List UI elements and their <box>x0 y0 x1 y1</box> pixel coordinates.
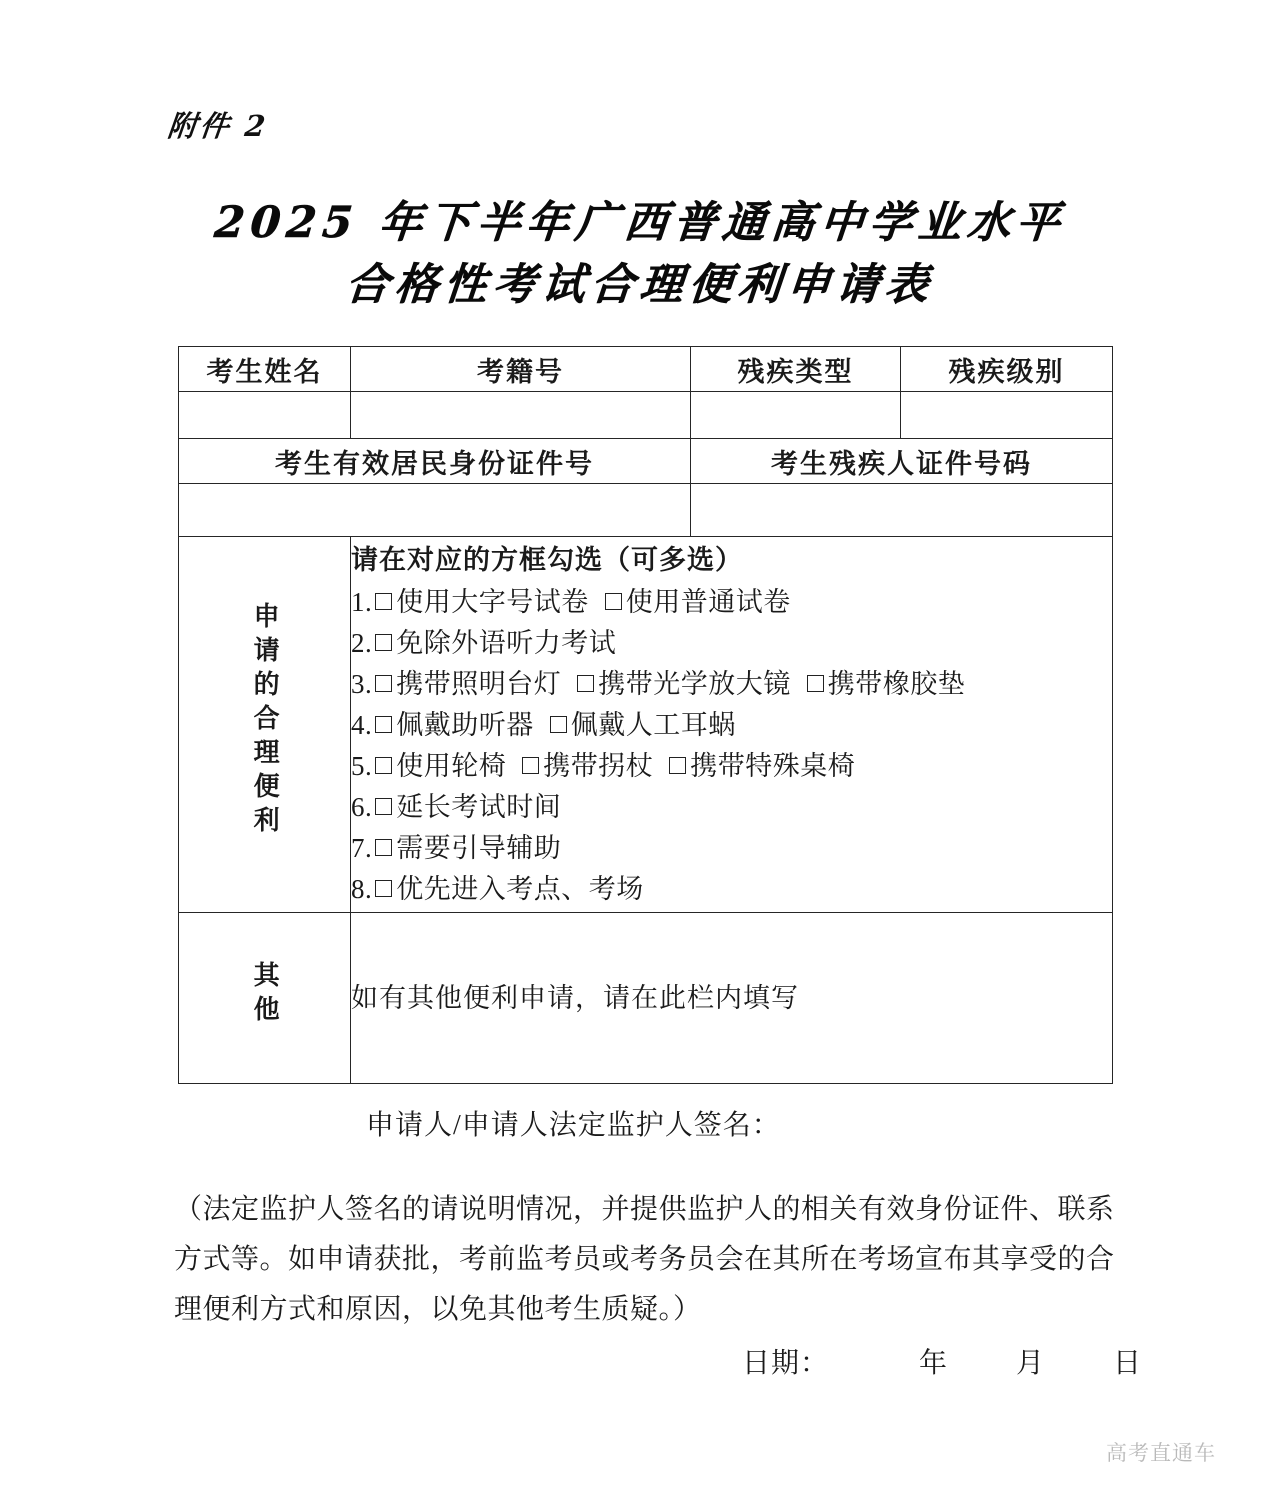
checkbox-icon[interactable] <box>375 593 392 610</box>
table-row-headers-1 <box>179 347 1113 392</box>
checklist-item <box>351 664 1112 705</box>
date-label: 日期： <box>742 1348 830 1379</box>
checklist-item <box>351 746 1112 787</box>
table-row-accommodations <box>179 537 1113 913</box>
label-other <box>179 913 351 1084</box>
checklist-item-number: 4. <box>351 709 373 740</box>
checkbox-label[interactable]: 免除外语听力考试 <box>396 627 617 658</box>
field-disability-cert-no[interactable] <box>691 484 1113 537</box>
checkbox-icon[interactable] <box>375 880 392 897</box>
other-hint-text: 如有其他便利申请，请在此栏内填写 <box>351 983 799 1013</box>
checkbox-icon[interactable] <box>577 675 594 692</box>
checkbox-icon[interactable] <box>807 675 824 692</box>
watermark: 高考直通车 <box>1106 1442 1216 1465</box>
header-disability-cert-no: 考生残疾人证件号码 <box>691 439 1113 484</box>
label-accommodations-text: 申请的合理便利 <box>250 602 280 840</box>
checkbox-label[interactable]: 使用轮椅 <box>396 750 507 781</box>
date-day-unit: 日 <box>1113 1348 1143 1379</box>
header-disability-type: 残疾类型 <box>691 347 901 392</box>
checkbox-icon[interactable] <box>375 634 392 651</box>
signature-label: 申请人/申请人法定监护人签名： <box>366 1110 781 1141</box>
checkbox-icon[interactable] <box>669 757 686 774</box>
table-row-other <box>179 913 1113 1084</box>
checklist-item-number: 2. <box>351 627 373 658</box>
field-disability-type[interactable] <box>691 392 901 439</box>
checklist-item-number: 8. <box>351 873 373 904</box>
checkbox-label[interactable]: 佩戴助听器 <box>396 709 534 740</box>
application-form-table <box>178 346 1113 1084</box>
checkbox-icon[interactable] <box>522 757 539 774</box>
accommodations-checklist <box>351 537 1113 913</box>
header-id-card-no: 考生有效居民身份证件号 <box>179 439 691 484</box>
field-id-card-no[interactable] <box>179 484 691 537</box>
checkbox-icon[interactable] <box>375 757 392 774</box>
checkbox-icon[interactable] <box>375 675 392 692</box>
header-candidate-name: 考生姓名 <box>179 347 351 392</box>
attachment-label: 附件 2 <box>166 109 270 143</box>
table-row-values-2 <box>179 484 1113 537</box>
checklist-item-number: 1. <box>351 586 373 617</box>
checkbox-label[interactable]: 使用普通试卷 <box>625 586 791 617</box>
field-exam-registration-no[interactable] <box>351 392 691 439</box>
date-line <box>742 1341 1142 1381</box>
header-disability-level: 残疾级别 <box>901 347 1113 392</box>
checklist-item-number: 6. <box>351 791 373 822</box>
checkbox-icon[interactable] <box>375 716 392 733</box>
checkbox-icon[interactable] <box>375 798 392 815</box>
checklist-item <box>351 582 1112 623</box>
checkbox-label[interactable]: 使用大字号试卷 <box>396 586 589 617</box>
checklist-item-number: 3. <box>351 668 373 699</box>
checkbox-label[interactable]: 携带橡胶垫 <box>827 668 966 699</box>
title-line-1: 2025 年下半年广西普通高中学业水平 <box>212 198 1068 248</box>
checkbox-icon[interactable] <box>605 593 622 610</box>
title-line-2: 合格性考试合理便利申请表 <box>343 260 937 310</box>
checklist-item-number: 5. <box>351 750 373 781</box>
date-month-unit: 月 <box>1016 1348 1046 1379</box>
checkbox-label[interactable]: 需要引导辅助 <box>396 832 562 863</box>
checkbox-label[interactable]: 携带特殊桌椅 <box>690 750 856 781</box>
field-candidate-name[interactable] <box>179 392 351 439</box>
checklist-item <box>351 787 1112 828</box>
header-exam-registration-no: 考籍号 <box>351 347 691 392</box>
checklist-item <box>351 705 1112 746</box>
checkbox-label[interactable]: 优先进入考点、考场 <box>396 873 644 904</box>
checklist-item <box>351 869 1112 910</box>
explanatory-note: （法定监护人签名的请说明情况，并提供监护人的相关有效身份证件、联系方式等。如申请获批，考前监考员或考务员会在其所在考场宣布其享受的合理便利方式和原因，以免其他考生质疑。） <box>174 1194 1115 1325</box>
field-disability-level[interactable] <box>901 392 1113 439</box>
checklist-item-number: 7. <box>351 832 373 863</box>
checklist-instruction: 请在对应的方框勾选（可多选） <box>351 544 743 575</box>
checklist-item <box>351 623 1112 664</box>
checklist-rows <box>351 582 1112 910</box>
checkbox-label[interactable]: 携带照明台灯 <box>396 668 562 699</box>
label-accommodations <box>179 537 351 913</box>
checkbox-label[interactable]: 佩戴人工耳蜗 <box>570 709 736 740</box>
checkbox-icon[interactable] <box>375 839 392 856</box>
other-input-area[interactable] <box>351 913 1113 1084</box>
table-row-headers-2 <box>179 439 1113 484</box>
checkbox-label[interactable]: 延长考试时间 <box>396 791 562 822</box>
checkbox-icon[interactable] <box>550 716 567 733</box>
checkbox-label[interactable]: 携带拐杖 <box>543 750 654 781</box>
document-title <box>0 192 1280 316</box>
checkbox-label[interactable]: 携带光学放大镜 <box>598 668 791 699</box>
date-year-unit: 年 <box>919 1348 949 1379</box>
table-row-values-1 <box>179 392 1113 439</box>
checklist-item <box>351 828 1112 869</box>
label-other-text: 其他 <box>250 960 280 1029</box>
